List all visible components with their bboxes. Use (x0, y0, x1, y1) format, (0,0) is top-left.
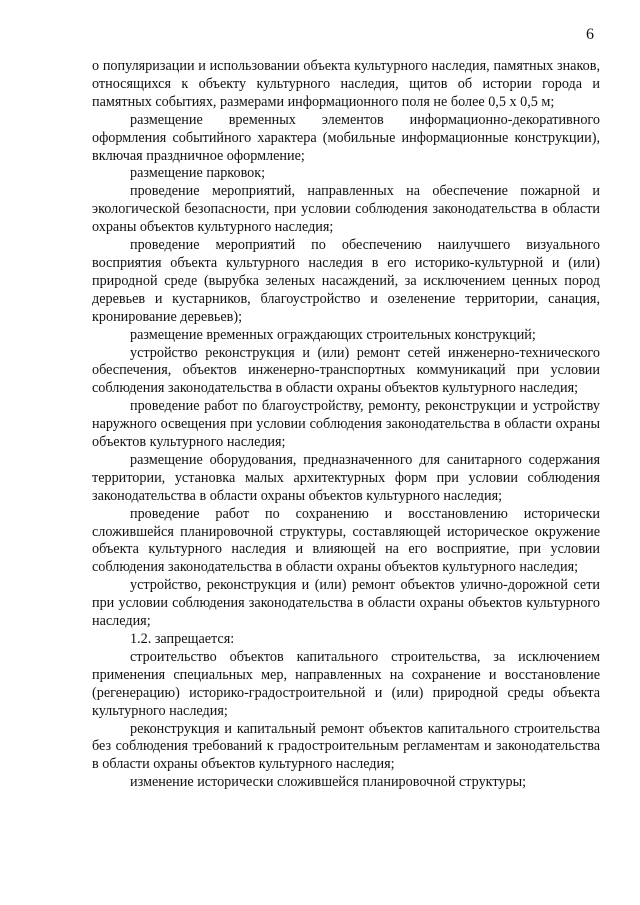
page-number: 6 (586, 26, 594, 43)
paragraph: устройство, реконструкция и (или) ремонт объектов улично-дорожной сети при условии соблюдения законодательства в области охраны объектов культурного наследия; (92, 577, 600, 630)
paragraph: проведение мероприятий по обеспечению наилучшего визуального восприятия объекта культурного наследия в его историко-культурной и (или) природной среде (вырубка зеленых насаждений, за исключением ценных пород деревьев и кустарников, благоустройство и озеленение территории, санация, кронирование деревьев); (92, 237, 600, 325)
document-body (92, 58, 600, 792)
paragraph: проведение работ по сохранению и восстановлению исторически сложившейся планировочной структуры, составляющей историческое окружение объекта культурного наследия и влияющей на его восприятие, при условии соблюдения законодательства в области охраны объектов культурного наследия; (92, 505, 600, 576)
paragraph: изменение исторически сложившейся планировочной структуры; (130, 774, 527, 791)
paragraph: реконструкция и капитальный ремонт объектов капитального строительства без соблюдения требований к градостроительным регламентам и законодательства в области охраны объектов культурного наследия; (92, 720, 600, 773)
paragraph: устройство реконструкция и (или) ремонт сетей инженерно-технического обеспечения, объектов инженерно-транспортных коммуникаций при условии соблюдения законодательства в области охраны объектов культурного наследия; (92, 344, 600, 397)
paragraph: проведение работ по благоустройству, ремонту, реконструкции и устройству наружного освещения при условии соблюдения законодательства в области охраны объектов культурного наследия; (92, 398, 600, 451)
paragraph: размещение оборудования, предназначенного для санитарного содержания территории, установка малых архитектурных форм при условии соблюдения законодательства в области охраны объектов культурного наследия; (92, 451, 600, 504)
paragraph: размещение парковок; (130, 165, 266, 182)
paragraph: размещение временных элементов информационно-декоративного оформления событийного характера (мобильные информационные конструкции), включая праздничное оформление; (92, 111, 600, 164)
paragraph: проведение мероприятий, направленных на обеспечение пожарной и экологической безопасности, при условии соблюдения законодательства в области охраны объектов культурного наследия; (92, 183, 600, 236)
paragraph: строительство объектов капитального строительства, за исключением применения специальных мер, направленных на сохранение и восстановление (регенерацию) историко-градостроительной и (или) природной среды объекта культурного наследия; (92, 648, 600, 719)
paragraph: о популяризации и использовании объекта культурного наследия, памятных знаков, относящихся к объекту культурного наследия, щитов об истории города и памятных событиях, размерами информационного поля не более 0,5 х 0,5 м; (92, 58, 600, 110)
paragraph: размещение временных ограждающих строительных конструкций; (130, 326, 536, 343)
section-heading: 1.2. запрещается: (130, 631, 235, 647)
